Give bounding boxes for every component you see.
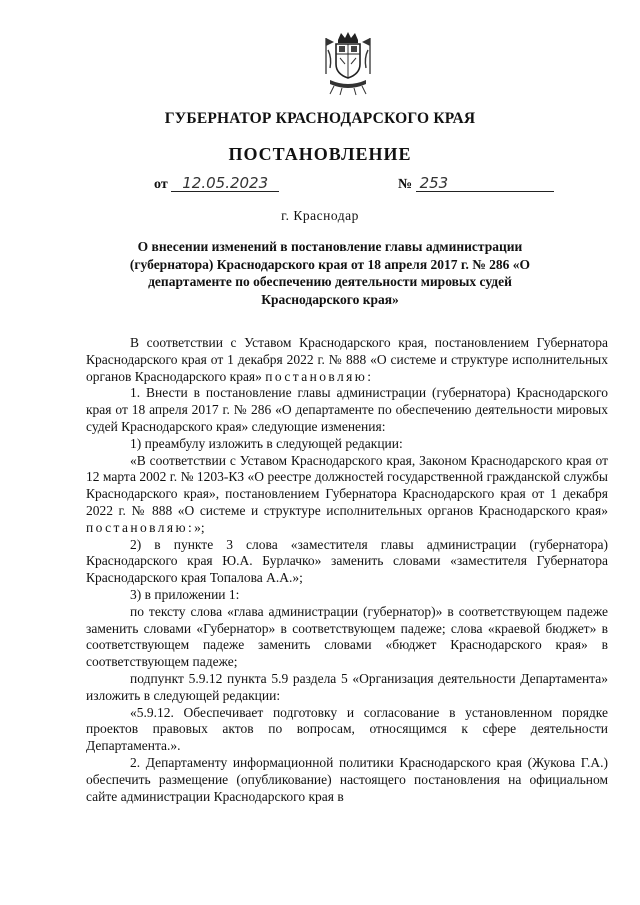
number-prefix: № bbox=[398, 177, 413, 192]
authority-heading: ГУБЕРНАТОР КРАСНОДАРСКОГО КРАЯ bbox=[164, 110, 476, 127]
paragraph: «В соответствии с Уставом Краснодарского края, Законом Краснодарского края от 12 марта 2002 г. № 1203-КЗ «О реестре должностей государственной гражданской службы Краснодарского края», постановлением Губернатора Краснодарского края от 1 декабря 2022 г. № 888 «О системе и структуре исполнительных органов Краснодарского края» постановляю:»; bbox=[86, 452, 608, 535]
paragraph: подпункт 5.9.12 пункта 5.9 раздела 5 «Организация деятельности Департамента» изложить в следующей редакции: bbox=[86, 670, 608, 703]
city: г. Краснодар bbox=[281, 208, 359, 223]
paragraph: В соответствии с Уставом Краснодарского края, постановлением Губернатора Краснодарского края от 1 декабря 2022 г. № 888 «О системе и структуре исполнительных органов Краснодарского края» постановляю: bbox=[86, 335, 608, 384]
paragraph: 2) в пункте 3 слова «заместителя главы администрации (губернатора) Краснодарского края Ю.А. Бурлачко» заменить словами «заместителя Губернатора Краснодарского края Топалова А.А.»; bbox=[86, 536, 608, 586]
document-body bbox=[86, 335, 608, 805]
number-line bbox=[398, 176, 554, 193]
paragraph: по тексту слова «глава администрации (губернатор)» в соответствующем падеже заменить словами «Губернатор» в соответствующем падеже; слова «краевой бюджет» в соответствующем падеже заменить словами «бюджет Краснодарского края» в соответствующем падеже; bbox=[86, 603, 608, 670]
krasnodar-coat-of-arms-icon bbox=[322, 30, 374, 96]
paragraph: 1) преамбулу изложить в следующей редакции: bbox=[130, 435, 403, 451]
date-value: 12.05.2023 bbox=[171, 176, 279, 192]
document-type: ПОСТАНОВЛЕНИЕ bbox=[228, 144, 412, 164]
date-prefix: от bbox=[154, 177, 168, 192]
paragraph: «5.9.12. Обеспечивает подготовку и согласование в установленном порядке проектов правовых актов по вопросам, относящимся к сфере деятельности Департамента.». bbox=[86, 704, 608, 754]
document-title: О внесении изменений в постановление главы администрации (губернатора) Краснодарского края от 18 апреля 2017 г. № 286 «О департаменте по обеспечению деятельности мировых судей Краснодарского края» bbox=[129, 239, 531, 307]
paragraph: 2. Департаменту информационной политики Краснодарского края (Жукова Г.А.) обеспечить размещение (опубликование) настоящего постановления на официальном сайте администрации Краснодарского края в bbox=[86, 754, 608, 804]
paragraph: 1. Внести в постановление главы администрации (губернатора) Краснодарского края от 18 апреля 2017 г. № 286 «О департаменте по обеспечению деятельности мировых судей Краснодарского края» следующие изменения: bbox=[86, 385, 608, 434]
paragraph: 3) в приложении 1: bbox=[130, 586, 240, 602]
date-line bbox=[154, 176, 279, 193]
number-value: 253 bbox=[416, 176, 554, 192]
